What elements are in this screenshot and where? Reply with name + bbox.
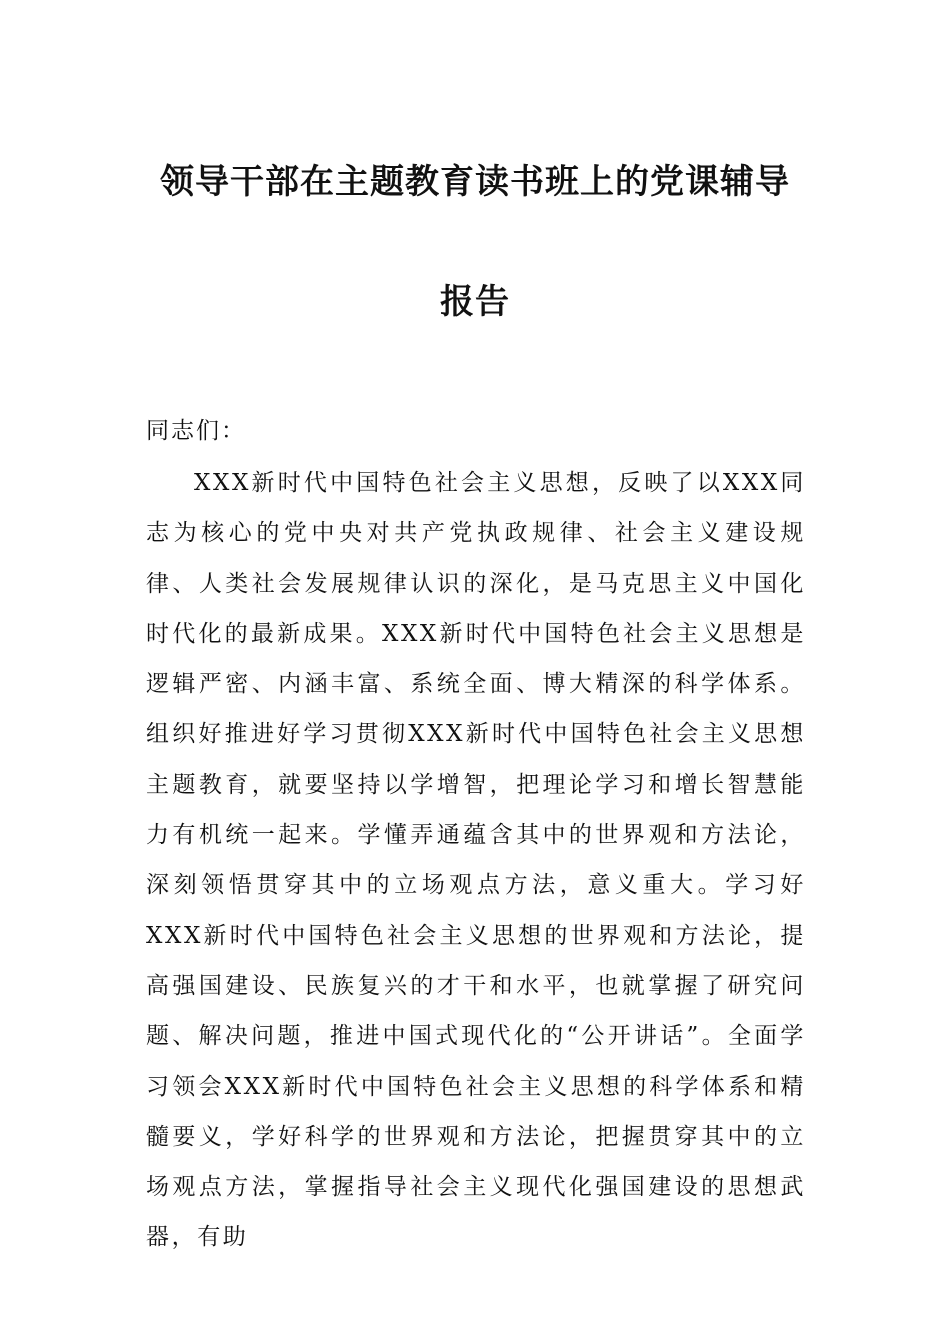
salutation: 同志们：: [146, 418, 246, 444]
document-title-line-1: 领导干部在主题教育读书班上的党课辅导: [160, 162, 790, 202]
document-title-line-2: 报告: [440, 282, 510, 322]
body-paragraph: XXX新时代中国特色社会主义思想，反映了以XXX同志为核心的党中央对共产党执政规律、社会主义建设规律、人类社会发展规律认识的深化，是马克思主义中国化时代化的最新成果。XXX新时代中国特色社会主义思想是逻辑严密、内涵丰富、系统全面、博大精深的科学体系。组织好推进好学习贯彻XXX新时代中国特色社会主义思想主题教育，就要坚持以学增智，把理论学习和增长智慧能力有机统一起来。学懂弄通蕴含其中的世界观和方法论，深刻领悟贯穿其中的立场观点方法，意义重大。学习好XXX新时代中国特色社会主义思想的世界观和方法论，提高强国建设、民族复兴的才干和水平，也就掌握了研究问题、解决问题，推进中国式现代化的“公开讲话”。全面学习领会XXX新时代中国特色社会主义思想的科学体系和精髓要义，学好科学的世界观和方法论，把握贯穿其中的立场观点方法，掌握指导社会主义现代化强国建设的思想武器，有助: [146, 470, 806, 1251]
